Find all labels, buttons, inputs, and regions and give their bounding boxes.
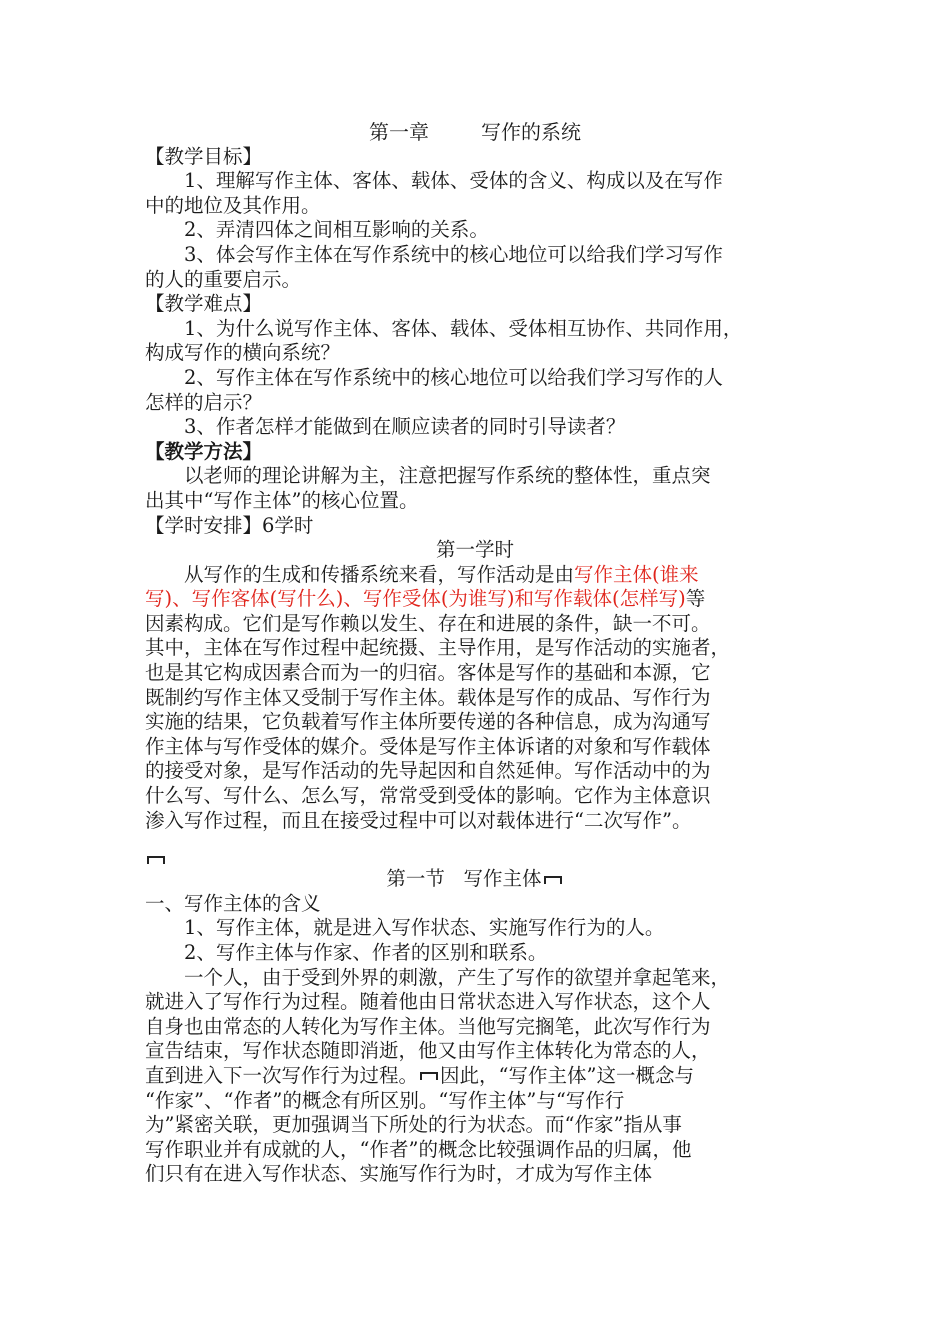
methods-header: 【教学方法】 [145,439,263,463]
session-paragraph-line: 什么写、写什么、怎么写，常常受到受体的影响。它作为主体意识 [145,784,711,808]
section-paragraph-line [145,1064,805,1089]
section-item: 1、写作主体，就是进入写作状态、实施写作行为的人。 [184,916,665,940]
document-content [145,120,805,1187]
highlighted-text: 写)、写作客体(写什么)、写作受体(为谁写)和写作载体(怎样写) [145,587,686,611]
session-paragraph-line: 作主体与写作受体的媒介。受体是写作主体诉诸的对象和写作载体 [145,734,711,758]
section-text: 因此，“写作主体”这一概念与 [440,1063,694,1087]
session-paragraph-line [145,563,805,588]
section-paragraph-line: 写作职业并有成就的人，“作者”的概念比较强调作品的归属，他 [145,1137,692,1161]
schedule-text: 【学时安排】6学时 [145,513,314,537]
section-paragraph-line: 为”紧密关联，更加强调当下所处的行为状态。而“作家”指从事 [145,1113,682,1137]
subsection-title: 一、写作主体的含义 [145,891,321,915]
section-paragraph-line: 就进入了写作行为过程。随着他由日常状态进入写作状态，这个人 [145,990,711,1014]
session-paragraph-line: 其中，主体在写作过程中起统摄、主导作用，是写作活动的实施者， [145,636,731,660]
section-paragraph-line: 自身也由常态的人转化为写作主体。当他写完搁笔，此次写作行为 [145,1014,711,1038]
highlighted-text: 写作主体(谁来 [574,562,699,586]
session-paragraph-line: 实施的结果，它负载着写作主体所要传递的各种信息，成为沟通写 [145,710,711,734]
difficulties-header: 【教学难点】 [145,292,263,316]
bracket-mark-icon [420,1072,438,1080]
chapter-name: 写作的系统 [481,120,581,144]
session-text: 从写作的生成和传播系统来看，写作活动是由 [184,562,575,586]
goals-header: 【教学目标】 [145,144,263,168]
goal-item-cont: 的人的重要启示。 [145,267,302,291]
goal-item: 1、理解写作主体、客体、载体、受体的含义、构成以及在写作 [184,169,723,193]
section-item: 2、写作主体与作家、作者的区别和联系。 [184,941,548,964]
section-number: 第一节 [386,867,445,891]
difficulty-item-cont: 怎样的启示？ [145,390,263,414]
session-title: 第一学时 [435,538,514,562]
section-paragraph-line: 们只有在进入写作状态、实施写作行为时，才成为写作主体 [145,1162,653,1186]
chapter-title [145,120,805,145]
section-paragraph-line: 一个人，由于受到外界的刺激，产生了写作的欲望并拿起笔来， [184,965,731,989]
goal-item: 3、体会写作主体在写作系统中的核心地位可以给我们学习写作 [184,242,723,266]
bracket-mark-icon [544,876,562,884]
session-paragraph-line: 既制约写作主体又受制于写作主体。载体是写作的成品、写作行为 [145,685,711,709]
section-title [145,867,805,892]
section-name: 写作主体 [463,867,542,891]
section-text: 直到进入下一次写作行为过程。 [145,1063,419,1087]
chapter-number: 第一章 [369,120,429,144]
session-paragraph-line: 因素构成。它们是写作赖以发生、存在和进展的条件，缺一不可。 [145,611,711,635]
methods-text: 以老师的理论讲解为主，注意把握写作系统的整体性，重点突 [184,464,711,488]
bracket-mark-icon [147,856,165,864]
difficulty-item: 3、作者怎样才能做到在顺应读者的同时引导读者？ [184,415,626,439]
session-text: 等 [685,587,706,611]
session-paragraph-line: 也是其它构成因素合而为一的归宿。客体是写作的基础和本源，它 [145,661,711,685]
difficulty-item: 2、写作主体在写作系统中的核心地位可以给我们学习写作的人 [184,365,723,389]
section-paragraph-line: 宣告结束，写作状态随即消逝，他又由写作主体转化为常态的人， [145,1039,711,1063]
session-paragraph-line: 渗入写作过程，而且在接受过程中可以对载体进行“二次写作”。 [145,808,692,832]
session-paragraph-line: 的接受对象，是写作活动的先导起因和自然延伸。写作活动中的为 [145,759,711,783]
goal-item: 2、弄清四体之间相互影响的关系。 [184,218,489,242]
section-paragraph-line: “作家”、“作者”的概念有所区别。“写作主体”与“写作行 [145,1088,625,1112]
session-paragraph-line [145,587,805,612]
section-break-mark [145,847,805,867]
goal-item-cont: 中的地位及其作用。 [145,193,321,217]
difficulty-item: 1、为什么说写作主体、客体、载体、受体相互协作、共同作用， [184,316,743,340]
methods-text-cont: 出其中“写作主体”的核心位置。 [145,488,419,512]
difficulty-item-cont: 构成写作的横向系统？ [145,341,341,365]
